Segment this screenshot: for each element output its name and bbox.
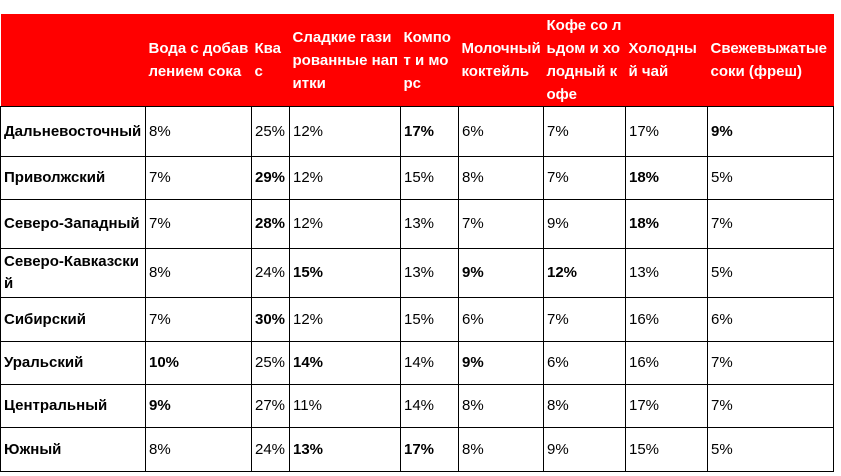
value-cell: 8% [459, 428, 544, 472]
value-cell: 12% [290, 298, 401, 342]
value-cell: 9% [544, 428, 626, 472]
region-cell: Уральский [1, 342, 146, 385]
value-cell: 8% [146, 249, 252, 298]
region-cell: Северо-Западный [1, 200, 146, 249]
value-cell: 18% [626, 200, 708, 249]
table-row [1, 385, 834, 428]
table-row [1, 200, 834, 249]
value-cell: 7% [459, 200, 544, 249]
value-cell: 9% [459, 249, 544, 298]
value-cell: 16% [626, 298, 708, 342]
value-cell: 7% [146, 157, 252, 200]
value-cell: 14% [401, 342, 459, 385]
table-row [1, 298, 834, 342]
value-cell: 5% [708, 249, 834, 298]
value-cell: 15% [401, 157, 459, 200]
value-cell: 28% [252, 200, 290, 249]
value-cell: 7% [544, 107, 626, 157]
value-cell: 6% [459, 298, 544, 342]
value-cell: 9% [146, 385, 252, 428]
value-cell: 15% [401, 298, 459, 342]
regional-drinks-table [0, 14, 834, 472]
region-cell: Приволжский [1, 157, 146, 200]
value-cell: 16% [626, 342, 708, 385]
table-row [1, 249, 834, 298]
value-cell: 13% [626, 249, 708, 298]
value-cell: 12% [290, 157, 401, 200]
column-header: Свежевыжатые соки (фреш) [708, 14, 834, 107]
value-cell: 5% [708, 428, 834, 472]
value-cell: 7% [146, 298, 252, 342]
value-cell: 8% [459, 385, 544, 428]
value-cell: 24% [252, 249, 290, 298]
value-cell: 7% [708, 342, 834, 385]
column-header: Сладкие газированные напитки [290, 14, 401, 107]
region-cell: Дальневосточный [1, 107, 146, 157]
value-cell: 15% [626, 428, 708, 472]
value-cell: 12% [544, 249, 626, 298]
value-cell: 7% [708, 385, 834, 428]
value-cell: 17% [401, 107, 459, 157]
value-cell: 8% [146, 107, 252, 157]
value-cell: 7% [544, 157, 626, 200]
value-cell: 6% [708, 298, 834, 342]
value-cell: 10% [146, 342, 252, 385]
table-row [1, 107, 834, 157]
value-cell: 24% [252, 428, 290, 472]
corner-header [1, 14, 146, 107]
value-cell: 9% [544, 200, 626, 249]
value-cell: 6% [459, 107, 544, 157]
value-cell: 7% [708, 200, 834, 249]
value-cell: 11% [290, 385, 401, 428]
value-cell: 25% [252, 342, 290, 385]
value-cell: 12% [290, 107, 401, 157]
value-cell: 5% [708, 157, 834, 200]
region-cell: Сибирский [1, 298, 146, 342]
table-row [1, 157, 834, 200]
value-cell: 17% [626, 385, 708, 428]
value-cell: 13% [290, 428, 401, 472]
value-cell: 9% [708, 107, 834, 157]
value-cell: 7% [544, 298, 626, 342]
value-cell: 8% [459, 157, 544, 200]
value-cell: 29% [252, 157, 290, 200]
value-cell: 17% [626, 107, 708, 157]
value-cell: 15% [290, 249, 401, 298]
column-header: Компот и морс [401, 14, 459, 107]
table-row [1, 342, 834, 385]
value-cell: 9% [459, 342, 544, 385]
value-cell: 8% [146, 428, 252, 472]
value-cell: 18% [626, 157, 708, 200]
column-header: Квас [252, 14, 290, 107]
value-cell: 25% [252, 107, 290, 157]
column-header: Молочный коктейль [459, 14, 544, 107]
region-cell: Центральный [1, 385, 146, 428]
value-cell: 6% [544, 342, 626, 385]
region-cell: Южный [1, 428, 146, 472]
value-cell: 14% [290, 342, 401, 385]
table-row [1, 428, 834, 472]
column-header: Холодный чай [626, 14, 708, 107]
value-cell: 7% [146, 200, 252, 249]
region-cell: Северо-Кавказский [1, 249, 146, 298]
column-header: Кофе со льдом и холодный кофе [544, 14, 626, 107]
value-cell: 8% [544, 385, 626, 428]
value-cell: 17% [401, 428, 459, 472]
value-cell: 12% [290, 200, 401, 249]
table-container [0, 14, 834, 472]
column-header: Вода с добавлением сока [146, 14, 252, 107]
value-cell: 13% [401, 200, 459, 249]
table-body [1, 107, 834, 472]
value-cell: 14% [401, 385, 459, 428]
value-cell: 30% [252, 298, 290, 342]
value-cell: 27% [252, 385, 290, 428]
header-row [1, 14, 834, 107]
value-cell: 13% [401, 249, 459, 298]
